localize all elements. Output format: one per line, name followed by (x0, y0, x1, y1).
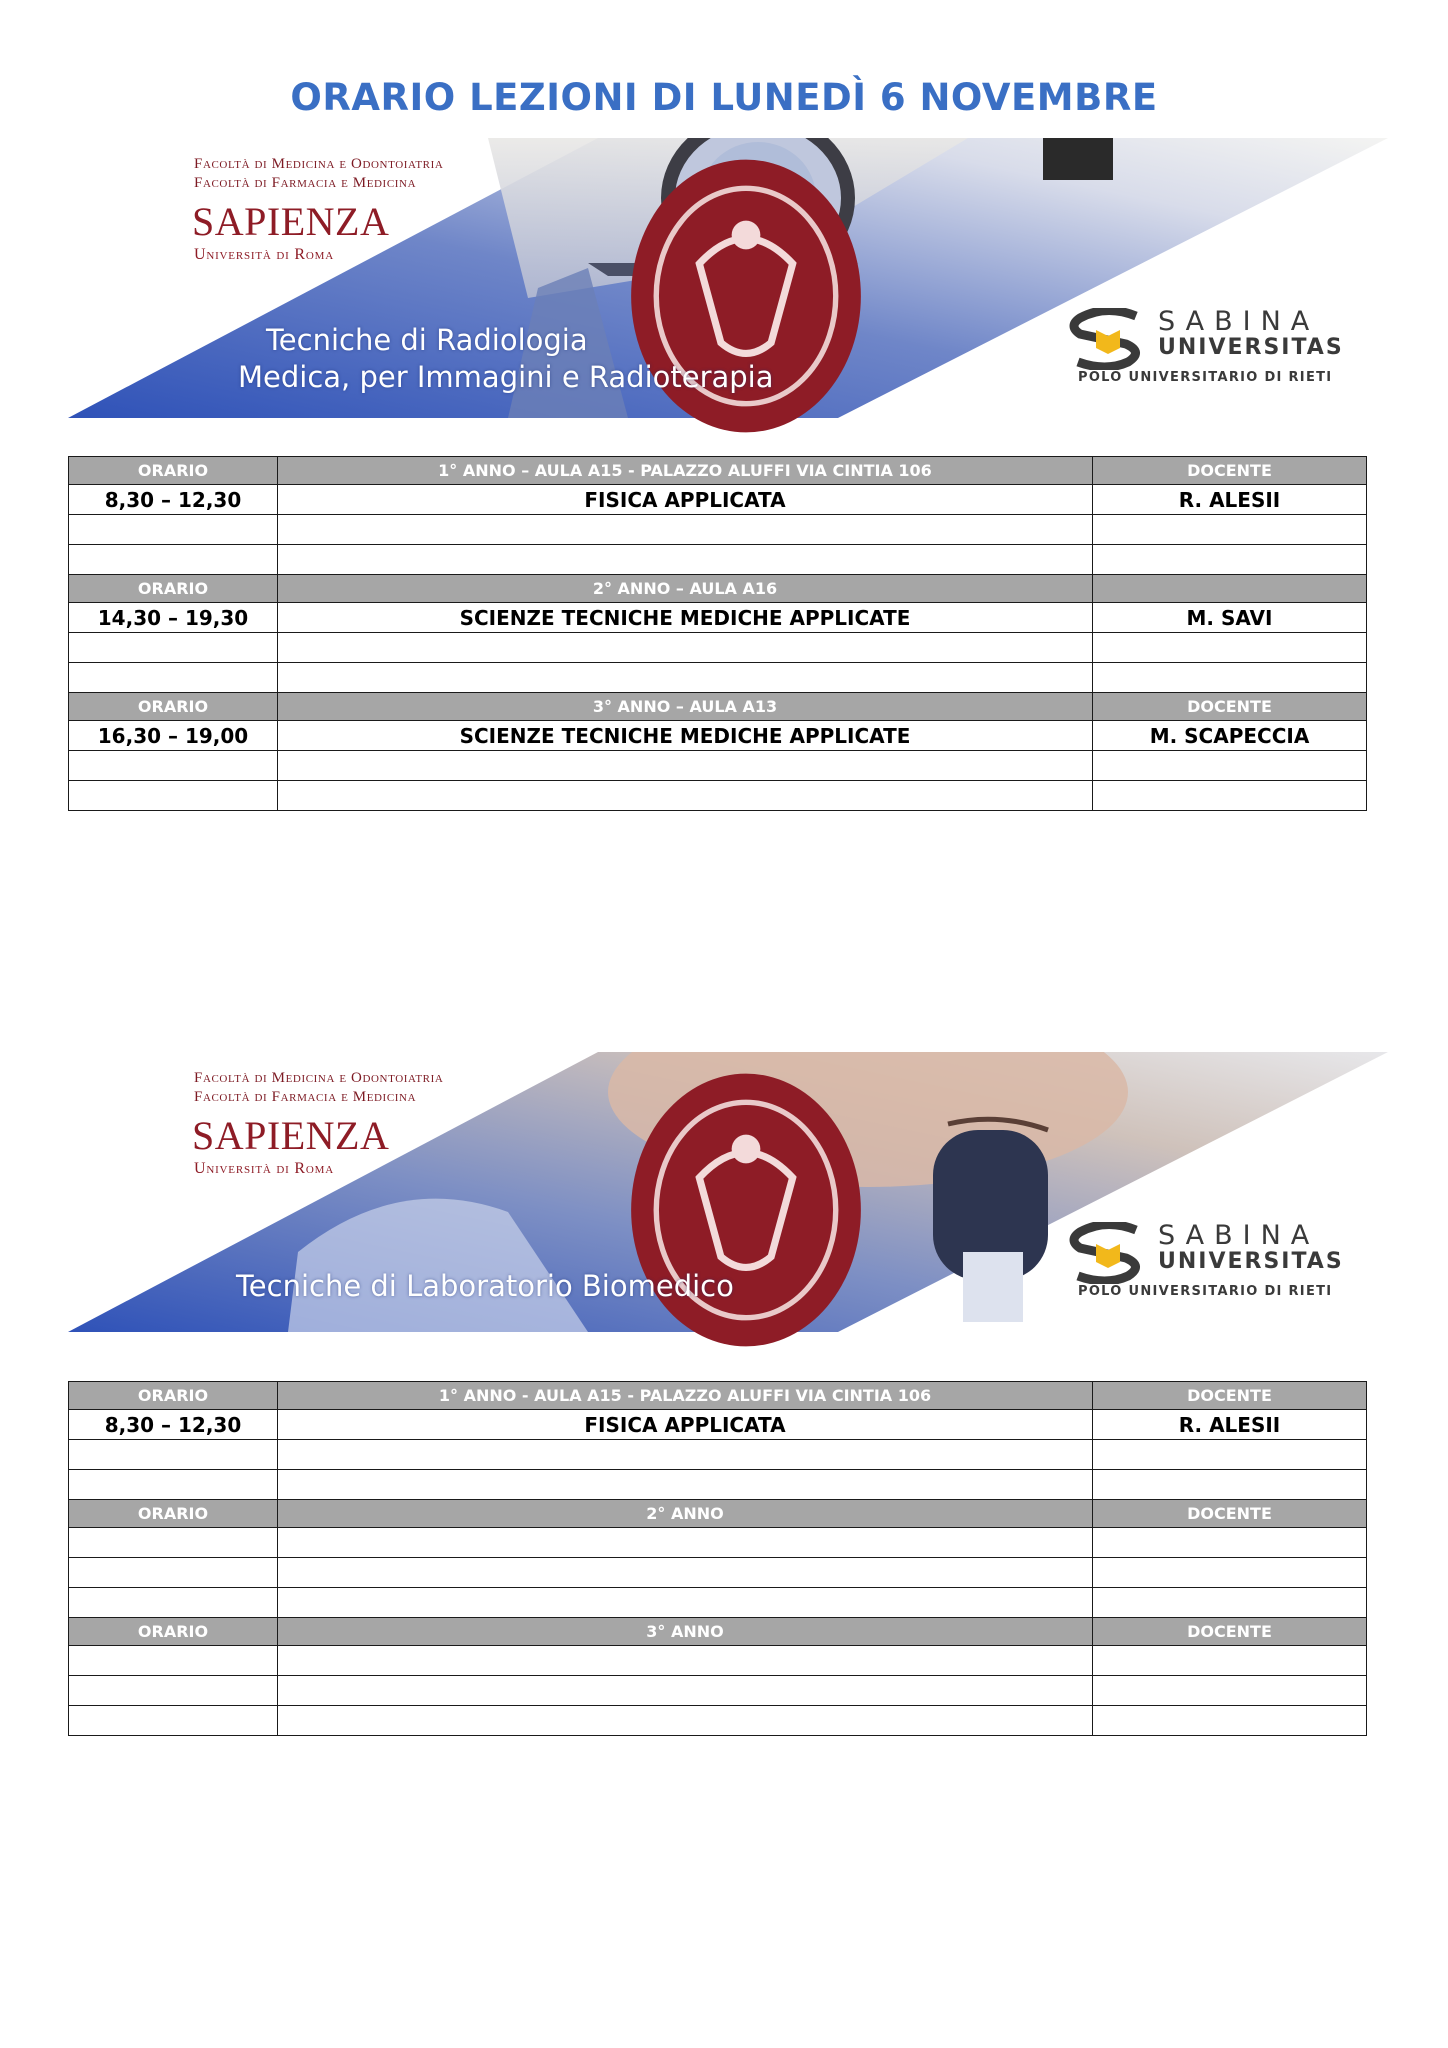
table-row (69, 603, 1367, 633)
table-row (69, 545, 1367, 575)
page-title: ORARIO LEZIONI DI LUNEDÌ 6 NOVEMBRE (290, 76, 1158, 119)
cell-orario: 16,30 – 19,00 (69, 721, 278, 751)
sapienza-logo (86, 156, 506, 286)
cell-materia (278, 1440, 1093, 1470)
cell-docente (1093, 1676, 1367, 1706)
header-orario: ORARIO (69, 457, 278, 485)
cell-orario (69, 1706, 278, 1736)
cell-orario (69, 1470, 278, 1500)
section-header (69, 575, 1367, 603)
cell-docente (1093, 1470, 1367, 1500)
schedule-table-laboratorio (68, 1381, 1367, 1736)
cell-materia (278, 545, 1093, 575)
university-sub: Università di Roma (194, 246, 334, 263)
table-row (69, 515, 1367, 545)
header-docente: DOCENTE (1093, 1500, 1367, 1528)
cell-materia: FISICA APPLICATA (278, 485, 1093, 515)
header-orario: ORARIO (69, 1382, 278, 1410)
banner-laboratorio (68, 1052, 1388, 1332)
table-row (69, 781, 1367, 811)
cell-orario (69, 1528, 278, 1558)
cell-docente: R. ALESII (1093, 1410, 1367, 1440)
cell-docente (1093, 633, 1367, 663)
table-row (69, 1706, 1367, 1736)
faculty-line-1: Facoltà di Medicina e Odontoiatria (194, 156, 444, 172)
header-orario: ORARIO (69, 1500, 278, 1528)
schedule-table-radiologia (68, 456, 1367, 811)
header-docente: DOCENTE (1093, 457, 1367, 485)
table-row (69, 751, 1367, 781)
header-anno: 1° ANNO – AULA A15 - PALAZZO ALUFFI VIA CINTIA 106 (278, 457, 1093, 485)
cell-docente (1093, 1706, 1367, 1736)
cell-docente: R. ALESII (1093, 485, 1367, 515)
cell-materia (278, 751, 1093, 781)
table-row (69, 1558, 1367, 1588)
cell-materia (278, 1470, 1093, 1500)
section-header (69, 1618, 1367, 1646)
table-row (69, 1410, 1367, 1440)
sapienza-logo (86, 1070, 506, 1200)
faculty-line-1: Facoltà di Medicina e Odontoiatria (194, 1070, 444, 1086)
header-orario: ORARIO (69, 1618, 278, 1646)
university-name: SAPIENZA (192, 1113, 390, 1158)
table-row (69, 1588, 1367, 1618)
cell-materia (278, 1588, 1093, 1618)
cell-docente (1093, 1558, 1367, 1588)
section-header (69, 693, 1367, 721)
header-docente: DOCENTE (1093, 1382, 1367, 1410)
table-row (69, 1440, 1367, 1470)
cell-materia (278, 1676, 1093, 1706)
table-row (69, 1470, 1367, 1500)
cell-docente (1093, 1440, 1367, 1470)
header-anno: 2° ANNO (278, 1500, 1093, 1528)
cell-docente (1093, 1528, 1367, 1558)
cell-materia (278, 515, 1093, 545)
course-title-line-2: Medica, per Immagini e Radioterapia (238, 360, 774, 394)
cell-orario (69, 545, 278, 575)
sabina-word: SABINA (1158, 306, 1320, 337)
table-row (69, 663, 1367, 693)
cell-docente (1093, 515, 1367, 545)
cell-orario (69, 1676, 278, 1706)
cell-docente (1093, 545, 1367, 575)
banner-radiologia (68, 138, 1388, 418)
cell-orario (69, 781, 278, 811)
cell-orario: 14,30 – 19,30 (69, 603, 278, 633)
section-header (69, 1382, 1367, 1410)
cell-orario: 8,30 – 12,30 (69, 1410, 278, 1440)
header-orario: ORARIO (69, 575, 278, 603)
cell-materia: SCIENZE TECNICHE MEDICHE APPLICATE (278, 721, 1093, 751)
cell-docente (1093, 781, 1367, 811)
cell-materia (278, 1706, 1093, 1736)
cell-orario (69, 1440, 278, 1470)
university-sub: Università di Roma (194, 1160, 334, 1177)
header-anno: 3° ANNO (278, 1618, 1093, 1646)
cell-orario (69, 1558, 278, 1588)
polo-rieti: POLO UNIVERSITARIO DI RIETI (1078, 1284, 1333, 1299)
cell-materia (278, 1558, 1093, 1588)
cell-docente (1093, 751, 1367, 781)
universitas-word: UNIVERSITAS (1158, 335, 1344, 360)
table-row (69, 485, 1367, 515)
faculty-line-2: Facoltà di Farmacia e Medicina (194, 1089, 417, 1105)
section-header (69, 457, 1367, 485)
cell-materia (278, 663, 1093, 693)
section-header (69, 1500, 1367, 1528)
cell-orario (69, 751, 278, 781)
cell-materia (278, 633, 1093, 663)
cell-docente (1093, 1646, 1367, 1676)
sabina-book-icon (1066, 1222, 1150, 1284)
header-docente (1093, 575, 1367, 603)
sabina-book-icon (1066, 308, 1150, 370)
sabina-logo (1066, 1220, 1366, 1302)
table-row (69, 1646, 1367, 1676)
sabina-logo (1066, 306, 1366, 388)
cell-materia (278, 1646, 1093, 1676)
table-row (69, 633, 1367, 663)
table-row (69, 721, 1367, 751)
cell-orario (69, 1646, 278, 1676)
polo-rieti: POLO UNIVERSITARIO DI RIETI (1078, 370, 1333, 385)
cell-orario (69, 515, 278, 545)
cell-materia: FISICA APPLICATA (278, 1410, 1093, 1440)
cell-docente (1093, 1588, 1367, 1618)
header-docente: DOCENTE (1093, 693, 1367, 721)
cell-materia (278, 1528, 1093, 1558)
cell-docente: M. SCAPECCIA (1093, 721, 1367, 751)
header-anno: 3° ANNO – AULA A13 (278, 693, 1093, 721)
cell-docente: M. SAVI (1093, 603, 1367, 633)
header-orario: ORARIO (69, 693, 278, 721)
header-anno: 2° ANNO – AULA A16 (278, 575, 1093, 603)
cell-orario: 8,30 – 12,30 (69, 485, 278, 515)
cell-orario (69, 633, 278, 663)
cell-orario (69, 1588, 278, 1618)
faculty-line-2: Facoltà di Farmacia e Medicina (194, 175, 417, 191)
table-row (69, 1528, 1367, 1558)
table-row (69, 1676, 1367, 1706)
course-title-line-1: Tecniche di Radiologia (266, 323, 588, 357)
course-title-line-1: Tecniche di Laboratorio Biomedico (236, 1269, 734, 1303)
cell-docente (1093, 663, 1367, 693)
cell-materia (278, 781, 1093, 811)
cell-materia: SCIENZE TECNICHE MEDICHE APPLICATE (278, 603, 1093, 633)
sabina-word: SABINA (1158, 1220, 1320, 1251)
university-name: SAPIENZA (192, 199, 390, 244)
cell-orario (69, 663, 278, 693)
header-docente: DOCENTE (1093, 1618, 1367, 1646)
header-anno: 1° ANNO - AULA A15 - PALAZZO ALUFFI VIA CINTIA 106 (278, 1382, 1093, 1410)
universitas-word: UNIVERSITAS (1158, 1249, 1344, 1274)
